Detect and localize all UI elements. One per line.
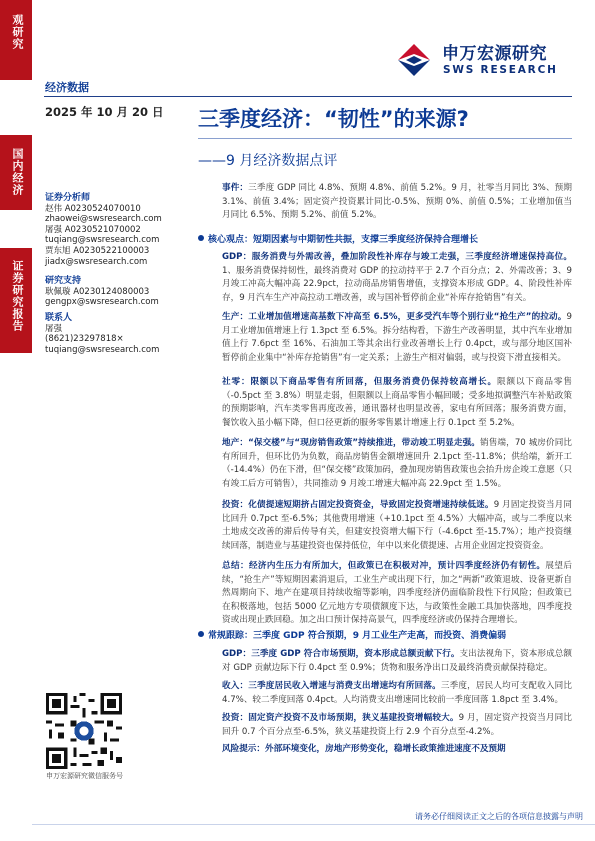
analyst-line: 屠强 A0230521070002 <box>45 224 141 235</box>
analysts-block <box>45 193 185 267</box>
logo-cn-text: 申万宏源研究 <box>442 44 547 64</box>
para-lead: 社零：限额以下商品零售有所回落，但服务消费仍保持较高增长。 <box>222 377 497 387</box>
contact-line: (8621)23297818× <box>45 334 124 345</box>
events-text: 三季度 GDP 同比 4.8%、预期 4.8%、前值 5.2%。9 月，社零当月同比 3%、预期 3.1%、前值 3.4%；固定资产投资累计同比-0.5%、预期 0%、前值 0.5%；工业增加值当月同比 6.5%、预期 5.2%、前值 5.2%。 <box>222 183 572 221</box>
tracking-paragraph-risk <box>222 743 572 757</box>
logo-en-text: SWS RESEARCH <box>443 64 558 76</box>
strip-block-report <box>0 248 32 353</box>
analysts-heading: 证券分析师 <box>45 193 91 203</box>
para-lead: GDP：服务消费与外需改善，叠加阶段性补库存与竣工走强，三季度经济增速保持高位。 <box>222 252 572 262</box>
left-strip <box>0 0 32 841</box>
contact-heading: 联系人 <box>45 313 73 323</box>
para-lead: 投资：固定资产投资不及市场预期，狭义基建投资增幅较大。 <box>222 713 459 723</box>
para-text: 1、服务消费保持韧性，最终消费对 GDP 的拉动持平于 2.7 个百分点；2、外需改善；3、9 月竣工冲高大幅冲高 22.9pct，拉动商品房销售增值，支撑资本形成 GDP。4、阶段性补库存，9 月汽车生产冲高拉动工增改善，或与国补暂停前企业“补库存抢销售”有关。 <box>222 265 572 303</box>
para-text: 9 月固定投资当月同比回升 0.7pct 至-6.5%；其他费用增速（+10.1pct 至 4.5%）大幅冲高，或与二季度以来土地成交改善的滞后传导有关，但建安投资增大幅下行（-4.6pct 至-15.7%）；地产投资继续回落，制造业与基建投资也保持低位，年中以来化债提速、占用企业固定投资资金。 <box>222 500 572 551</box>
tracking-paragraph-income <box>222 680 572 707</box>
tracking-paragraph-investment <box>222 712 572 739</box>
page-subtitle: ——9 月经济数据点评 <box>198 153 338 169</box>
core-paragraph-retail <box>222 376 572 430</box>
strip-label-research: 观研究 <box>11 14 24 50</box>
para-lead: 总结：经济内生压力有所加大，但政策已在积极对冲，预计四季度经济仍有韧性。 <box>222 561 546 571</box>
strip-block-domestic <box>0 135 32 210</box>
para-lead: 投资：化债提速短期挤占固定投资资金，导致固定投资增速持续低迷。 <box>222 500 494 510</box>
tracking-paragraph-gdp <box>222 648 572 675</box>
core-heading <box>198 232 478 245</box>
core-paragraph-gdp <box>222 251 572 305</box>
core-paragraph-production <box>222 311 572 365</box>
header-divider <box>44 96 572 97</box>
tracking-heading <box>198 628 506 641</box>
para-text: 9 月，固定资产投资当月同比回升 0.7 个百分点至-6.5%，狭义基建投资上行 2.9 个百分点至-4.2%。 <box>222 713 572 737</box>
core-paragraph-summary <box>222 560 572 628</box>
strip-label-report: 证券研究报告 <box>11 260 24 332</box>
contact-block <box>45 313 185 355</box>
para-lead: GDP：三季度 GDP 符合市场预期，资本形成总额贡献下行。 <box>222 649 460 659</box>
report-category: 经济数据 <box>45 81 89 94</box>
support-line: 耿佩璇 A0230124080003 <box>45 286 150 297</box>
tracking-heading-text: 常规跟踪：三季度 GDP 符合预期，9 月工业生产走高，而投资、消费偏弱 <box>208 631 507 641</box>
title-divider <box>198 138 572 139</box>
core-paragraph-investment <box>222 499 572 553</box>
qr-caption: 申万宏源研究微信服务号 <box>46 772 123 780</box>
core-heading-text: 核心观点：短期因素与中期韧性共振，支撑三季度经济保持合理增长 <box>208 235 479 245</box>
para-text: 销售端，70 城房价同比有所回升，但环比仍为负数，商品房销售金额增速回升 2.1pct 至-11.8%；供给端，新开工（-14.4%）仍在下滑，但“保交楼”政策加码，叠加现房销售政策也会抬升房企竣工意愿（只有竣工后方可销售），共同推动 9 月竣工增速大幅冲高 22.9pct 至 1.5%。 <box>222 438 573 489</box>
para-lead: 地产：“保交楼”与“现房销售政策”持续推进，带动竣工明显走强。 <box>222 438 481 448</box>
strip-block-top <box>0 0 32 80</box>
para-lead: 风险提示：外部环境变化，房地产形势变化，稳增长政策推进速度不及预期 <box>222 744 506 754</box>
analyst-line: 贾东旭 A0230522100003 <box>45 245 150 256</box>
para-text: 限额以下商品零售（-0.5pct 至 3.8%）明显走弱，但限额以上商品零售小幅回暖；受多地拟调整汽车补贴政策的预期影响，汽车类零售再度改善，通讯器材也明显改善，家电有所回落；服务消费方面，餐饮收入虽小幅下降，但口径更新的服务零售累计增速上行 0.1pct 至 5.2%。 <box>222 377 572 428</box>
footer-line <box>32 824 595 825</box>
para-lead: 生产：工业增加值增速高基数下冲高至 6.5%，更多受汽车等个别行业“抢生产”的拉动。 <box>222 312 567 322</box>
strip-label-domestic: 国内经济 <box>11 148 24 196</box>
support-block <box>45 276 185 308</box>
core-paragraph-property <box>222 437 572 491</box>
analyst-line: jiadx@swsresearch.com <box>45 256 148 267</box>
support-heading: 研究支持 <box>45 276 82 286</box>
analyst-line: 赵伟 A0230524070010 <box>45 203 141 214</box>
analyst-line: tuqiang@swsresearch.com <box>45 235 160 246</box>
para-text: 展望后续，“抢生产”等短期因素消退后，工业生产或出现下行，加之“两新”政策退坡、设备更新自然周期向下、地产在建项目持续收缩等影响，四季度经济仍面临阶段性下行风险；但政策已在积极落地，包括 5000 亿元地方专项债额度下达，与政策性金融工具加快落地，四季度投资或出现止跌回稳。加之出口预计保持高景气，四季度经济或仍保持合理增长。 <box>222 561 572 626</box>
para-text: 9 月工业增加值增速上行 1.3pct 至 6.5%。拆分结构看，下游生产改善明显，其中汽车业增加值上行 7.6pct 至 16%、石油加工等其余出行业改善增长上行 0.4pct，或与部分地区国补暂停前企业集中“补库存抢销售”有一定关系；上游生产相对偏弱，或与投资下滑直接相关。 <box>222 312 572 363</box>
contact-line: 屠强 <box>45 323 63 334</box>
company-logo <box>394 36 566 90</box>
support-line: gengpx@swsresearch.com <box>45 297 159 308</box>
qr-code-icon <box>46 693 122 769</box>
events-paragraph <box>222 182 572 223</box>
report-date: 2025 年 10 月 20 日 <box>45 105 164 119</box>
bullet-icon <box>198 631 204 637</box>
para-text: 支出法视角下，资本形成总额对 GDP 贡献边际下行 0.4pct 至 0.9%；货物和服务净出口及最终消费贡献保持稳定。 <box>222 649 572 673</box>
events-lead: 事件： <box>222 183 249 193</box>
page-title: 三季度经济：“韧性”的来源? <box>198 107 469 131</box>
logo-mark-icon <box>394 40 434 80</box>
analyst-line: zhaowei@swsresearch.com <box>45 214 162 225</box>
bullet-icon <box>198 235 204 241</box>
para-lead: 收入：三季度居民收入增速与消费支出增速均有所回落。 <box>222 681 441 691</box>
footer-disclaimer: 请务必仔细阅读正文之后的各项信息披露与声明 <box>415 812 583 821</box>
para-text: 三季度，居民人均可支配收入同比 4.7%、较二季度回落 0.4pct。人均消费支出增速同比较前一季度回落 1.8pct 至 3.4%。 <box>222 681 572 705</box>
contact-line: tuqiang@swsresearch.com <box>45 344 160 355</box>
